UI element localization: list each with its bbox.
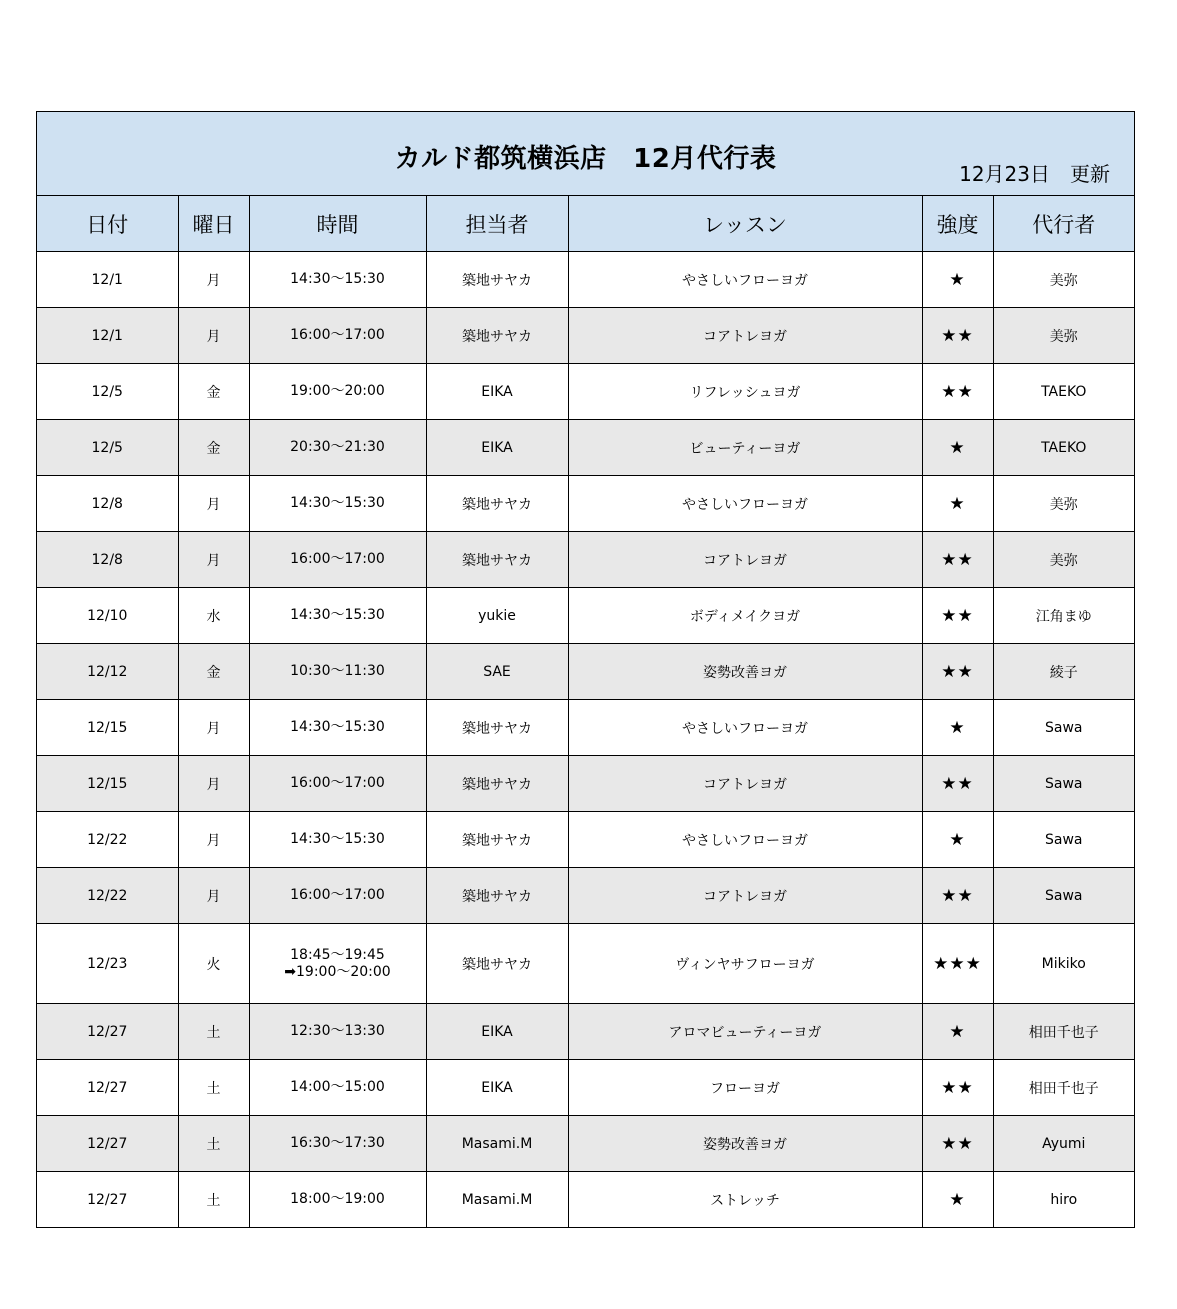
cell-date: 12/12 [37,644,178,700]
cell-time [249,1060,426,1116]
cell-intensity: ★★ [922,532,993,588]
table-row [37,756,1134,812]
cell-lesson: フローヨガ [568,1060,922,1116]
header-intensity: 強度 [922,196,993,252]
cell-day: 水 [178,588,249,644]
cell-instructor: 築地サヤカ [426,700,568,756]
cell-day: 土 [178,1004,249,1060]
cell-time [249,1116,426,1172]
cell-intensity: ★★★ [922,924,993,1004]
cell-time [249,420,426,476]
header-day: 曜日 [178,196,249,252]
cell-instructor: 築地サヤカ [426,308,568,364]
cell-day: 金 [178,644,249,700]
cell-instructor: EIKA [426,420,568,476]
table-row [37,364,1134,420]
time-line: 12:30～13:30 [290,1023,385,1039]
time-line: 16:00～17:00 [290,327,385,343]
cell-intensity: ★★ [922,644,993,700]
cell-date: 12/27 [37,1172,178,1228]
table-row [37,1116,1134,1172]
table-row [37,1004,1134,1060]
time-line: 14:30～15:30 [290,271,385,287]
cell-time [249,812,426,868]
cell-lesson: ビューティーヨガ [568,420,922,476]
time-line: 14:00～15:00 [290,1079,385,1095]
table-row [37,924,1134,1004]
updated-note: 12月23日 更新 [959,162,1110,186]
cell-lesson: やさしいフローヨガ [568,700,922,756]
cell-intensity: ★ [922,700,993,756]
cell-time [249,252,426,308]
cell-intensity: ★ [922,1004,993,1060]
cell-lesson: リフレッシュヨガ [568,364,922,420]
cell-instructor: EIKA [426,1004,568,1060]
cell-substitute: 美弥 [993,308,1134,364]
cell-substitute: Sawa [993,812,1134,868]
cell-date: 12/1 [37,252,178,308]
cell-instructor: 築地サヤカ [426,924,568,1004]
cell-time [249,644,426,700]
cell-substitute: 江角まゆ [993,588,1134,644]
cell-day: 月 [178,308,249,364]
cell-instructor: Masami.M [426,1172,568,1228]
cell-lesson: コアトレヨガ [568,756,922,812]
cell-substitute: 美弥 [993,476,1134,532]
table-row [37,308,1134,364]
cell-time [249,532,426,588]
cell-time [249,756,426,812]
cell-substitute: TAEKO [993,364,1134,420]
time-line: 19:00～20:00 [290,383,385,399]
cell-lesson: ストレッチ [568,1172,922,1228]
cell-instructor: EIKA [426,1060,568,1116]
cell-date: 12/8 [37,532,178,588]
cell-substitute: hiro [993,1172,1134,1228]
cell-time [249,308,426,364]
time-line: 20:30～21:30 [290,439,385,455]
cell-instructor: yukie [426,588,568,644]
cell-instructor: 築地サヤカ [426,252,568,308]
time-line: 14:30～15:30 [290,719,385,735]
cell-date: 12/5 [37,364,178,420]
cell-date: 12/15 [37,700,178,756]
time-line: 16:00～17:00 [290,775,385,791]
time-line: 10:30～11:30 [290,663,385,679]
cell-lesson: やさしいフローヨガ [568,476,922,532]
time-line: 16:00～17:00 [290,887,385,903]
table-row [37,812,1134,868]
cell-intensity: ★★ [922,868,993,924]
cell-instructor: 築地サヤカ [426,532,568,588]
time-line: ➡19:00～20:00 [284,963,391,980]
cell-intensity: ★ [922,1172,993,1228]
cell-intensity: ★ [922,812,993,868]
cell-intensity: ★ [922,476,993,532]
cell-time [249,588,426,644]
table-row [37,420,1134,476]
cell-time [249,1172,426,1228]
time-line: 16:00～17:00 [290,551,385,567]
cell-date: 12/8 [37,476,178,532]
cell-substitute: Sawa [993,868,1134,924]
cell-date: 12/1 [37,308,178,364]
cell-lesson: アロマビューティーヨガ [568,1004,922,1060]
cell-intensity: ★★ [922,756,993,812]
header-instructor: 担当者 [426,196,568,252]
time-line: 18:45～19:45 [290,946,385,963]
cell-day: 月 [178,252,249,308]
time-line: 16:30～17:30 [290,1135,385,1151]
cell-day: 月 [178,756,249,812]
cell-substitute: Sawa [993,700,1134,756]
cell-intensity: ★ [922,252,993,308]
schedule-sheet [36,111,1135,1228]
cell-time [249,364,426,420]
cell-substitute: 美弥 [993,252,1134,308]
cell-lesson: コアトレヨガ [568,868,922,924]
time-line: 14:30～15:30 [290,495,385,511]
table-row [37,644,1134,700]
cell-instructor: EIKA [426,364,568,420]
cell-substitute: Ayumi [993,1116,1134,1172]
cell-instructor: Masami.M [426,1116,568,1172]
cell-day: 月 [178,700,249,756]
header-date: 日付 [37,196,178,252]
cell-instructor: 築地サヤカ [426,756,568,812]
cell-substitute: 綾子 [993,644,1134,700]
cell-intensity: ★★ [922,1060,993,1116]
time-line: 14:30～15:30 [290,607,385,623]
cell-time [249,476,426,532]
cell-day: 月 [178,812,249,868]
cell-date: 12/5 [37,420,178,476]
header-lesson: レッスン [568,196,922,252]
header-substitute: 代行者 [993,196,1134,252]
cell-day: 土 [178,1116,249,1172]
cell-substitute: 相田千也子 [993,1004,1134,1060]
cell-instructor: SAE [426,644,568,700]
cell-time [249,1004,426,1060]
table-row [37,476,1134,532]
cell-time [249,924,426,1004]
cell-day: 月 [178,532,249,588]
cell-date: 12/10 [37,588,178,644]
cell-instructor: 築地サヤカ [426,812,568,868]
page-title: カルド都筑横浜店 12月代行表 [394,144,777,174]
cell-lesson: やさしいフローヨガ [568,812,922,868]
table-row [37,1060,1134,1116]
cell-instructor: 築地サヤカ [426,476,568,532]
cell-day: 火 [178,924,249,1004]
cell-date: 12/23 [37,924,178,1004]
table-row [37,868,1134,924]
title-band [37,112,1134,196]
cell-lesson: コアトレヨガ [568,308,922,364]
cell-lesson: コアトレヨガ [568,532,922,588]
cell-substitute: 相田千也子 [993,1060,1134,1116]
cell-substitute: TAEKO [993,420,1134,476]
cell-day: 金 [178,364,249,420]
cell-lesson: やさしいフローヨガ [568,252,922,308]
header-time: 時間 [249,196,426,252]
cell-intensity: ★★ [922,588,993,644]
cell-time [249,868,426,924]
table-row [37,532,1134,588]
cell-substitute: Sawa [993,756,1134,812]
cell-intensity: ★★ [922,308,993,364]
cell-day: 月 [178,476,249,532]
cell-date: 12/15 [37,756,178,812]
cell-date: 12/27 [37,1060,178,1116]
cell-date: 12/22 [37,812,178,868]
cell-lesson: ヴィンヤサフローヨガ [568,924,922,1004]
cell-day: 月 [178,868,249,924]
cell-substitute: Mikiko [993,924,1134,1004]
table-row [37,252,1134,308]
cell-intensity: ★★ [922,1116,993,1172]
cell-substitute: 美弥 [993,532,1134,588]
cell-day: 土 [178,1172,249,1228]
header-row [37,196,1134,252]
cell-date: 12/27 [37,1116,178,1172]
cell-intensity: ★ [922,420,993,476]
cell-lesson: ボディメイクヨガ [568,588,922,644]
cell-instructor: 築地サヤカ [426,868,568,924]
table-row [37,1172,1134,1228]
cell-date: 12/27 [37,1004,178,1060]
cell-lesson: 姿勢改善ヨガ [568,644,922,700]
time-line: 18:00～19:00 [290,1191,385,1207]
cell-time [249,700,426,756]
table-row [37,700,1134,756]
cell-day: 土 [178,1060,249,1116]
time-line: 14:30～15:30 [290,831,385,847]
table-row [37,588,1134,644]
substitute-table [37,196,1134,1227]
cell-date: 12/22 [37,868,178,924]
cell-lesson: 姿勢改善ヨガ [568,1116,922,1172]
cell-day: 金 [178,420,249,476]
cell-intensity: ★★ [922,364,993,420]
